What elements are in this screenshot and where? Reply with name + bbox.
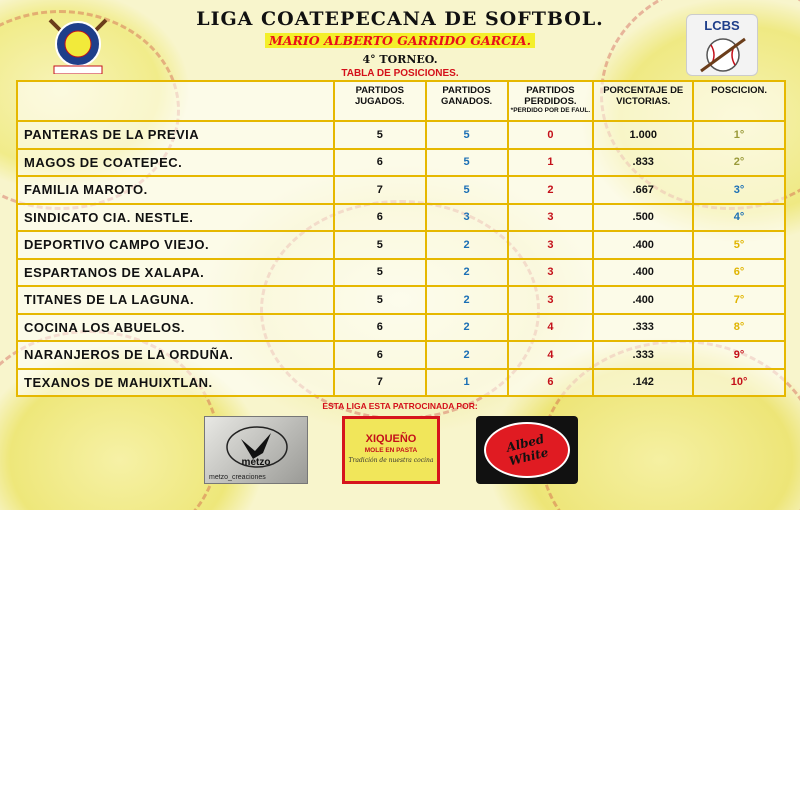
position-column-header: POSCICION.	[693, 81, 785, 121]
lcbs-logo-text: LCBS	[704, 18, 740, 33]
metzo-logo-text: metzo	[241, 457, 271, 468]
win-percentage-cell: 1.000	[593, 121, 693, 149]
win-percentage-cell: .333	[593, 314, 693, 342]
win-percentage-cell: .333	[593, 341, 693, 369]
won-cell: 2	[426, 286, 508, 314]
lost-cell: 4	[508, 341, 594, 369]
position-cell: 8°	[693, 314, 785, 342]
team-name-cell: COCINA LOS ABUELOS.	[17, 314, 334, 342]
position-cell: 10°	[693, 369, 785, 397]
win-percentage-cell: .400	[593, 286, 693, 314]
team-name-cell: MAGOS DE COATEPEC.	[17, 149, 334, 177]
table-row	[17, 314, 785, 342]
position-cell: 1°	[693, 121, 785, 149]
position-cell: 4°	[693, 204, 785, 232]
standings-heading: TABLA DE POSICIONES.	[341, 68, 459, 79]
table-row	[17, 149, 785, 177]
team-name-cell: SINDICATO CIA. NESTLE.	[17, 204, 334, 232]
position-cell: 5°	[693, 231, 785, 259]
won-cell: 5	[426, 176, 508, 204]
team-name-cell: TEXANOS DE MAHUIXTLAN.	[17, 369, 334, 397]
sponsor-metzo-logo	[204, 416, 308, 484]
win-percentage-cell: .500	[593, 204, 693, 232]
win-percentage-cell: .142	[593, 369, 693, 397]
forfeit-note: *PERDIDO POR DE FAUL.	[510, 107, 591, 114]
position-cell: 9°	[693, 341, 785, 369]
standings-table	[16, 80, 786, 397]
position-cell: 2°	[693, 149, 785, 177]
played-cell: 6	[334, 341, 426, 369]
played-cell: 5	[334, 231, 426, 259]
tournament-honoree: MARIO ALBERTO GARRIDO GARCIA.	[265, 33, 535, 48]
lost-cell: 3	[508, 231, 594, 259]
albed-name: Albed White	[505, 431, 550, 469]
lost-column-header	[508, 81, 594, 121]
xiqueno-tagline: Tradición de nuestra cocina	[348, 457, 434, 464]
won-cell: 2	[426, 314, 508, 342]
metzo-caption: metzo_creaciones	[209, 474, 266, 481]
won-column-header: PARTIDOS GANADOS.	[426, 81, 508, 121]
played-cell: 6	[334, 204, 426, 232]
team-name-cell: DEPORTIVO CAMPO VIEJO.	[17, 231, 334, 259]
win-percentage-column-header: PORCENTAJE DE VICTORIAS.	[593, 81, 693, 121]
position-cell: 3°	[693, 176, 785, 204]
sponsors-label: ESTA LIGA ESTA PATROCINADA POR:	[322, 401, 478, 411]
lost-cell: 2	[508, 176, 594, 204]
league-title: LIGA COATEPECANA DE SOFTBOL.	[196, 8, 604, 30]
won-cell: 1	[426, 369, 508, 397]
sponsor-albed-white-logo	[476, 416, 578, 484]
lost-column-label: PARTIDOS PERDIDOS.	[524, 85, 577, 107]
played-cell: 6	[334, 314, 426, 342]
won-cell: 5	[426, 149, 508, 177]
played-cell: 7	[334, 369, 426, 397]
won-cell: 2	[426, 259, 508, 287]
sponsor-xiqueno-logo	[342, 416, 440, 484]
played-cell: 5	[334, 286, 426, 314]
xiqueno-subtitle: MOLE EN PASTA	[364, 447, 418, 454]
played-cell: 6	[334, 149, 426, 177]
table-row	[17, 204, 785, 232]
won-cell: 5	[426, 121, 508, 149]
lost-cell: 3	[508, 286, 594, 314]
position-cell: 6°	[693, 259, 785, 287]
header	[0, 8, 800, 79]
table-row	[17, 176, 785, 204]
lost-cell: 0	[508, 121, 594, 149]
lost-cell: 1	[508, 149, 594, 177]
tournament-number: 4° TORNEO.	[362, 53, 438, 66]
table-header-row	[17, 81, 785, 121]
played-cell: 5	[334, 121, 426, 149]
won-cell: 2	[426, 231, 508, 259]
played-cell: 5	[334, 259, 426, 287]
won-cell: 2	[426, 341, 508, 369]
team-name-cell: ESPARTANOS DE XALAPA.	[17, 259, 334, 287]
xiqueno-name: XIQUEÑO	[365, 433, 417, 445]
win-percentage-cell: .400	[593, 259, 693, 287]
played-cell: 7	[334, 176, 426, 204]
lost-cell: 3	[508, 204, 594, 232]
table-row	[17, 369, 785, 397]
table-row	[17, 259, 785, 287]
team-name-cell: PANTERAS DE LA PREVIA	[17, 121, 334, 149]
table-row	[17, 286, 785, 314]
lost-cell: 3	[508, 259, 594, 287]
played-column-header: PARTIDOS JUGADOS.	[334, 81, 426, 121]
team-name-cell: FAMILIA MAROTO.	[17, 176, 334, 204]
table-row	[17, 121, 785, 149]
win-percentage-cell: .833	[593, 149, 693, 177]
win-percentage-cell: .400	[593, 231, 693, 259]
position-cell: 7°	[693, 286, 785, 314]
team-name-cell: NARANJEROS DE LA ORDUÑA.	[17, 341, 334, 369]
lost-cell: 4	[508, 314, 594, 342]
albed-oval	[484, 422, 570, 478]
table-row	[17, 231, 785, 259]
win-percentage-cell: .667	[593, 176, 693, 204]
lost-cell: 6	[508, 369, 594, 397]
team-name-cell: TITANES DE LA LAGUNA.	[17, 286, 334, 314]
team-column-header	[17, 81, 334, 121]
table-row	[17, 341, 785, 369]
won-cell: 3	[426, 204, 508, 232]
